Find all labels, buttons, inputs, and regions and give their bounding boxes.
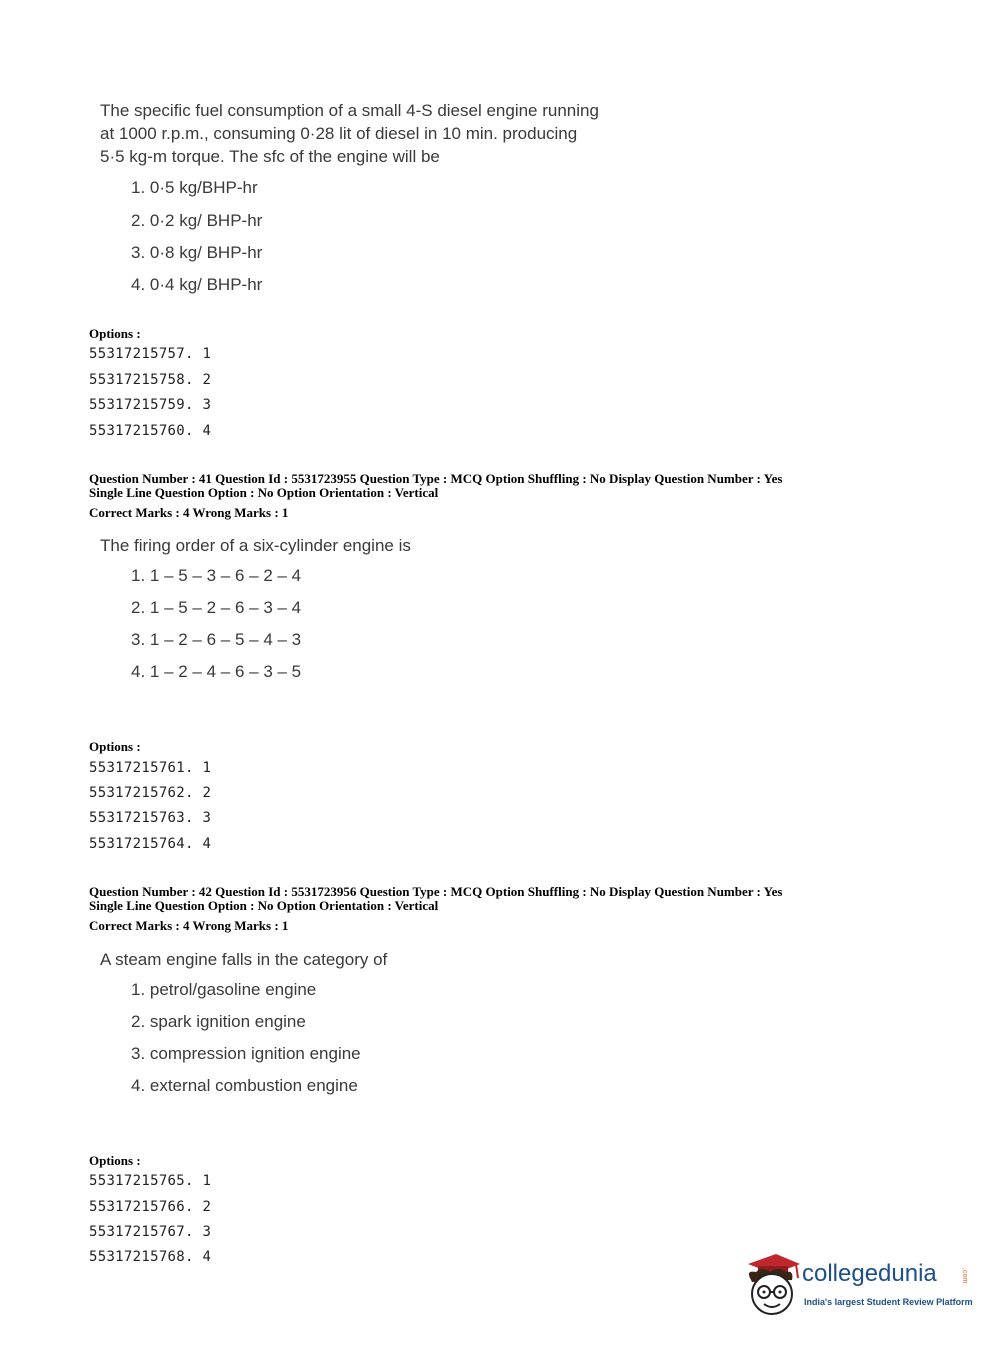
q41-choice-4: 4. 1 – 2 – 4 – 6 – 3 – 5 [131,662,302,681]
q41-option-id-4: 55317215764. 4 [89,836,212,852]
q42-options-label: Options : [89,1153,141,1168]
q41-options-label: Options : [89,739,141,754]
q42-choice-2: 2. spark ignition engine [131,1012,306,1031]
q41-choice-2: 2. 1 – 5 – 2 – 6 – 3 – 4 [131,598,302,617]
q42-choice-1: 1. petrol/gasoline engine [131,980,317,999]
q40-choice-1: 1. 0·5 kg/BHP-hr [131,178,258,197]
collegedunia-logo [742,1250,972,1320]
q40-choice-2: 2. 0·2 kg/ BHP-hr [131,211,263,230]
q41-option-id-1: 55317215761. 1 [89,760,212,776]
q40-option-id-1: 55317215757. 1 [89,346,212,362]
q40-text-line-3: 5·5 kg-m torque. The sfc of the engine will be [100,147,440,166]
q42-meta-line-2: Single Line Question Option : No Option Orientation : Vertical [89,898,439,913]
logo-tagline: India's largest Student Review Platform [804,1297,973,1307]
q42-meta-line-1: Question Number : 42 Question Id : 5531723956 Question Type : MCQ Option Shuffling : No Display Question Number : Yes [89,884,783,899]
q40-text-line-2: at 1000 r.p.m., consuming 0·28 lit of diesel in 10 min. producing [100,124,578,143]
q41-option-id-3: 55317215763. 3 [89,810,212,826]
logo-wordmark: collegedunia [802,1260,937,1287]
q41-choice-1: 1. 1 – 5 – 3 – 6 – 2 – 4 [131,566,302,585]
q41-choice-3: 3. 1 – 2 – 6 – 5 – 4 – 3 [131,630,302,649]
q42-option-id-2: 55317215766. 2 [89,1199,212,1215]
q41-meta-line-2: Single Line Question Option : No Option Orientation : Vertical [89,485,439,500]
q41-meta-line-1: Question Number : 41 Question Id : 5531723955 Question Type : MCQ Option Shuffling : No Display Question Number : Yes [89,471,783,486]
q40-choice-4: 4. 0·4 kg/ BHP-hr [131,275,263,294]
q41-option-id-2: 55317215762. 2 [89,785,212,801]
q42-option-id-3: 55317215767. 3 [89,1224,212,1240]
q42-choice-3: 3. compression ignition engine [131,1044,361,1063]
q40-options-label: Options : [89,326,141,341]
q40-option-id-4: 55317215760. 4 [89,423,212,439]
q40-choice-3: 3. 0·8 kg/ BHP-hr [131,243,263,262]
q42-question-text: A steam engine falls in the category of [100,950,388,969]
q42-marks: Correct Marks : 4 Wrong Marks : 1 [89,918,289,933]
q41-question-text: The firing order of a six-cylinder engine is [100,536,411,555]
q40-text-line-1: The specific fuel consumption of a small 4-S diesel engine running [100,101,599,120]
logo-domain-suffix: .com [961,1268,968,1284]
mascot-icon [742,1250,804,1320]
q40-option-id-2: 55317215758. 2 [89,372,212,388]
q42-option-id-4: 55317215768. 4 [89,1249,212,1265]
q42-option-id-1: 55317215765. 1 [89,1173,212,1189]
q41-marks: Correct Marks : 4 Wrong Marks : 1 [89,505,289,520]
q40-option-id-3: 55317215759. 3 [89,397,212,413]
q42-choice-4: 4. external combustion engine [131,1076,358,1095]
